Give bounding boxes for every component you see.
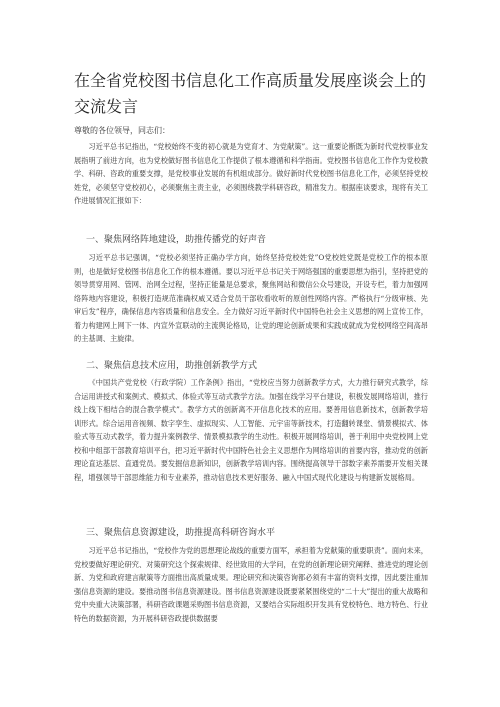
section-1-body: 习近平总书记强调，“党校必须坚持正确办学方向，始终坚持党校姓党”O党校姓党既是党校工作的根本原则，也是做好党校图书信息化工作的根本遵循。要以习近平总书记关于网络强国的重要思想为指引，坚持把党的领导贯穿用网、管网、治网全过程，坚持正能量是总要求，聚焦网站和微信公众号建设，开设专栏，着力加强网络阵地内容建设，积极打造规范准确权威又适合党员干部收看收听的原创性网络内容。严格执行“分级审核、先审后发”程序，确保信息内容质量和信息安全。全力做好习近平新时代中国特色社会主义思想的网上宣传工作，着力构建网上网下一体、内宣外宣联动的主流舆论格局，让党的理论创新成果和实践成就成为党校网络空间高昂的主基调、主旋律。 [74, 253, 428, 343]
section-3-heading: 三、聚焦信息资源建设，助推提高科研咨询水平 [86, 528, 276, 538]
section-1-heading: 一、聚焦网络阵地建设，助推传播党的好声音 [86, 235, 267, 245]
section-3-body: 习近平总书记指出，“党校作为党的思想理论战线的重要方面军，承担着为党献策的重要职责”。面向未来，党校要做好理论研究、对策研究这个探索规律、经世致用的大学问，在党的创新理论研究阐释、推进党的理论创新、为党和政府建言献策等方面推出高质量成果。理论研究和决策咨询都必须有丰富的资料支撑，因此要注重加强信息资源的建设。要推动图书信息资源建设。图书信息资源建设既要紧紧围绕党的“二十大”提出的重大战略和党中央重大决策部署，科研咨政课题采购图书信息资源，又要结合实际组织开发具有党校特色、地方特色、行业特色的数据资源，为开展科研咨政提供数据要 [74, 546, 428, 623]
section-2-body: 《中国共产党党校（行政学院）工作条例》指出，“党校应当努力创新教学方式，大力推行研究式教学，综合运用讲授式和案例式、模拟式、体验式等互动式教学方法。加强在线学习平台建设，积极发展网络培训，推行线上线下相结合的混合教学模式”。教学方式的创新离不开信息化技术的应用。要善用信息新技术，创新教学培训形式。综合运用音视频、数字孪生、虚拟现实、人工智能、元宇宙等新技术，打造翻转课堂、情景模拟式、体验式等互动式教学，着力提升案例教学、情景模拟教学的生动性。积极开展网络培训，善于利用中央党校网上党校和中组部干部教育培训平台，把习近平新时代中国特色社会主义思想作为网络培训的首要内容，推动党的创新理论直达基层、直通党员。要发掘信息新知识，创新教学培训内容。围绕提高领导干部数字素养需要开发相关课程，增强领导干部思维能力和专业素养，推动信息技术更好服务、融入中国式现代化建设与构建新发展格局。 [74, 378, 428, 482]
document-title: 在全省党校图书信息化工作高质量发展座谈会上的交流发言 [74, 71, 427, 116]
intro-paragraph: 习近平总书记指出，“党校始终不变的初心就是为党育才、为党献策”。这一重要论断既为新时代党校事业发展指明了前进方向，也为党校做好图书信息化工作提供了根本遵循和科学指南。党校图书信息化工作作为党校教学、科研、咨政的重要支撑，是党校事业发展的有机组成部分。做好新时代党校图书信息化工作，必须坚持党校姓党，必须坚守党校初心，必须聚焦主责主业，必须围绕教学科研咨政，精准发力。根据座谈要求，现将有关工作进展情况汇报如下： [74, 142, 428, 205]
salutation: 尊敬的各位领导，同志们： [74, 126, 170, 135]
section-2-heading: 二、聚焦信息技术应用，助推创新教学方式 [86, 361, 258, 371]
